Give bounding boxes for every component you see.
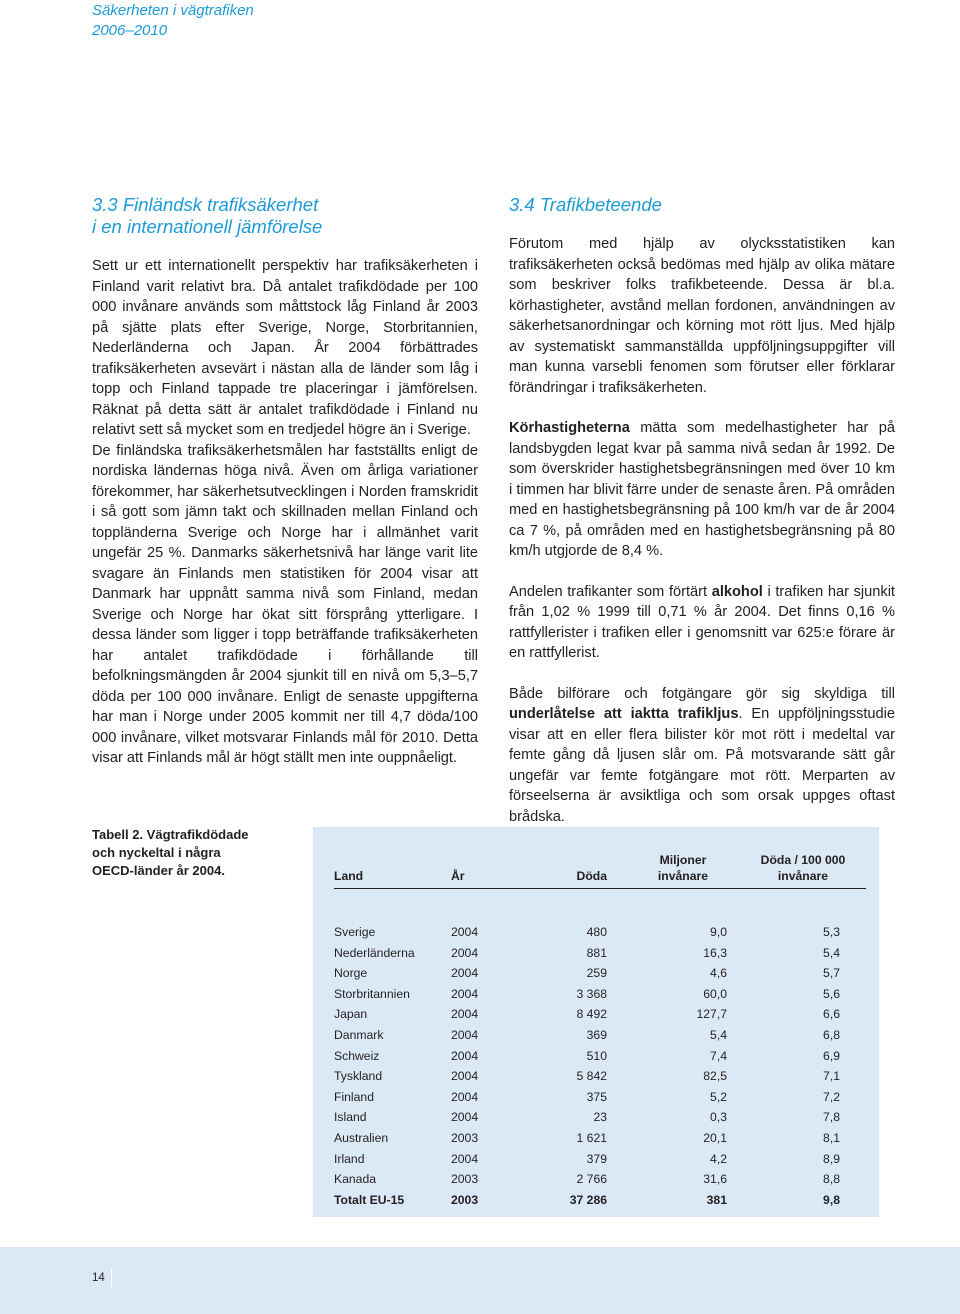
cell-year: 2003: [451, 1192, 479, 1207]
cell-year: 2003: [451, 1172, 479, 1187]
cell-year: 2004: [451, 1027, 479, 1042]
cell-dead: 1 621: [576, 1130, 607, 1145]
cell-millions: 4,2: [710, 1151, 727, 1166]
table-row: [334, 1128, 866, 1149]
cell-ratio: 7,1: [823, 1069, 840, 1084]
cell-ratio: 9,8: [823, 1192, 840, 1207]
cell-dead: 37 286: [569, 1192, 607, 1207]
cell-dead: 259: [586, 966, 607, 981]
data-table: [334, 855, 866, 1210]
header-millions-bottom: invånare: [657, 869, 709, 883]
cell-land: Japan: [334, 1007, 368, 1022]
table-row: [334, 943, 866, 964]
running-head-years: 2006–2010: [92, 22, 168, 39]
running-head: [92, 1, 254, 41]
section-title-3-4: 3.4 Trafikbeteende: [509, 194, 662, 215]
table-body: [334, 922, 866, 1210]
cell-ratio: 5,6: [823, 986, 840, 1001]
header-ratio-bottom: invånare: [777, 869, 829, 883]
left-paragraph-2: De finländska trafiksäkerhetsmålen har fastställts enligt de nordiska ländernas höga nivå. Även om årliga variationer förekommer, har säkerhetsutvecklingen i Norden framskridit i så gott som jämn takt och skillnaden mellan Finland och toppländerna Sverige och Norge har i allmänhet varit ungefär 25 %. Danmarks säkerhetsnivå har länge varit lite svagare än Finlands men statistiken för 2004 visar att Danmark har uppnått samma nivå som Finland, medan Sverige och Norge har ökat sitt försprång ytterligare. I dessa länder som ligger i topp beträffande trafiksäkerheten har antalet trafikdödade i förhållande till befolkningsmängden år 2004 sjunkit till en nivå om 5,3–5,7 döda per 100 000 invånare. Enligt de senaste uppgifterna har man i Norge under 2005 kommit ner till 4,7 döda/100 000 invånare, vilket motsvarar Finlands mål för 2010. Detta visar att Finlands mål är högt ställt men inte ouppnåeligt.: [92, 442, 478, 766]
right-paragraph-3-text: i trafiken har sjunkit från 1,02 % 1999 till 0,71 % år 2004. Det finns 0,16 % rattfyllerister i trafiken eller i genomsnitt var 625:e förare är en rattfyllerist.: [509, 583, 895, 661]
cell-year: 2004: [451, 925, 479, 939]
term-underlatelse: underlåtelse att iakttа trafikljus: [509, 706, 739, 722]
cell-land: Schweiz: [334, 1048, 380, 1063]
header-ratio-top: Döda / 100 000: [760, 853, 846, 867]
cell-land: Australien: [334, 1130, 389, 1145]
cell-year: 2004: [451, 1151, 479, 1166]
cell-land: Danmark: [334, 1027, 384, 1042]
cell-ratio: 8,9: [823, 1151, 840, 1166]
page-number: 14: [92, 1269, 112, 1287]
cell-ratio: 5,4: [823, 945, 840, 960]
section-title-line1: 3.3 Finländsk trafiksäkerhet: [92, 194, 319, 215]
table-row: [334, 984, 866, 1005]
cell-year: 2003: [451, 1130, 479, 1145]
table-caption: Tabell 2. Vägtrafikdödade och nyckeltal i några OECD-länder år 2004.: [92, 827, 249, 878]
cell-ratio: 5,3: [823, 925, 840, 939]
cell-ratio: 8,1: [823, 1130, 840, 1145]
table-row: [334, 1066, 866, 1087]
cell-millions: 7,4: [710, 1048, 727, 1063]
cell-year: 2004: [451, 966, 479, 981]
cell-land: Storbritannien: [334, 986, 410, 1001]
cell-dead: 375: [586, 1089, 607, 1104]
term-korhastigheterna: Körhastigheterna: [509, 420, 630, 436]
cell-ratio: 5,7: [823, 966, 840, 981]
cell-millions: 381: [706, 1192, 727, 1207]
table-row: [334, 1025, 866, 1046]
cell-year: 2004: [451, 1069, 479, 1084]
cell-dead: 881: [586, 945, 607, 960]
cell-land: Norge: [334, 966, 368, 981]
page-footer: [0, 1247, 960, 1314]
table-row: [334, 922, 866, 943]
cell-millions: 5,4: [710, 1027, 727, 1042]
table-row: [334, 1107, 866, 1128]
header-ratio: [743, 852, 863, 884]
table-row: [334, 1169, 866, 1190]
cell-year: 2004: [451, 1089, 479, 1104]
term-alkohol: alkohol: [711, 583, 763, 600]
cell-dead: 379: [586, 1151, 607, 1166]
cell-dead: 3 368: [576, 986, 607, 1001]
cell-year: 2004: [451, 1007, 479, 1022]
right-paragraph-4-pre: Både bilförare och fotgängare gör sig skyldiga till: [509, 685, 895, 702]
table-total-row: [334, 1190, 866, 1211]
cell-dead: 2 766: [576, 1172, 607, 1187]
cell-dead: 5 842: [576, 1069, 607, 1084]
right-paragraph-2: [509, 418, 895, 562]
cell-land: Nederländerna: [334, 945, 415, 960]
table-row: [334, 1149, 866, 1170]
cell-land: Sverige: [334, 925, 376, 939]
cell-year: 2004: [451, 945, 479, 960]
cell-millions: 9,0: [710, 925, 727, 939]
section-title-3-3: [92, 194, 478, 238]
cell-land: Totalt EU-15: [334, 1192, 405, 1207]
cell-dead: 369: [586, 1027, 607, 1042]
cell-millions: 16,3: [703, 945, 727, 960]
cell-land: Tyskland: [334, 1069, 383, 1084]
right-column: [509, 194, 895, 847]
cell-dead: 8 492: [576, 1007, 607, 1022]
cell-dead: 23: [593, 1110, 607, 1125]
cell-land: Finland: [334, 1089, 374, 1104]
cell-millions: 82,5: [703, 1069, 727, 1084]
cell-ratio: 8,8: [823, 1172, 840, 1187]
table-header-row: [334, 855, 866, 889]
cell-millions: 4,6: [710, 966, 727, 981]
left-paragraph-1: Sett ur ett internationellt perspektiv har trafiksäkerheten i Finland varit relativt bra. Då antalet trafikdödade per 100 000 invånare används som måttstock låg Finland år 2003 på sjätte plats efter Sverige, Norge, Storbritannien, Nederländerna och Japan. År 2004 förbättrades trafiksäkerheten avsevärt i nästan alla de länder som låg i topp och Finland tappade tre placeringar i jämförelsen. Räknat på detta sätt är antalet trafikdödade i Finland nu relativt sett så mycket som en tredjedel högre än i Sverige.: [92, 258, 478, 438]
table-row: [334, 963, 866, 984]
right-paragraph-2-text: mätta som medelhastigheter har på landsbygden legat kvar på samma nivå sedan år 1992. De som överskrider hastighetsbegränsningen med över 10 km i timmen har blivit färre under de senaste åren. På områden med en hastighetsbegränsning på 100 km/h var de år 2004 ca 7 %, på områden med en hastighetsbegränsning på 80 km/h utgjorde de 8,4 %.: [509, 420, 895, 559]
table-row: [334, 1004, 866, 1025]
header-land: Land: [334, 869, 364, 883]
cell-year: 2004: [451, 986, 479, 1001]
header-year: År: [451, 869, 465, 883]
right-paragraph-1: Förutom med hjälp av olycksstatistiken kan trafiksäkerheten också bedömas med hjälp av olika mätare som beskriver folks trafikbeteende. Dessa är bl.a. körhastigheter, avstånd mellan fordonen, användningen av säkerhetsanordningar och körning mot rött ljus. Med hjälp av systematiskt sammanställda uppföljningsuppgifter vill man kunna varsebli fenomen som förutser eller förklarar förändringar i trafiksäkerheten.: [509, 236, 895, 396]
header-millions-top: Miljoner: [659, 853, 707, 867]
cell-millions: 0,3: [710, 1110, 727, 1125]
header-millions: [607, 852, 743, 884]
left-column: [92, 194, 478, 769]
cell-ratio: 7,8: [823, 1110, 840, 1125]
cell-land: Irland: [334, 1151, 365, 1166]
right-paragraph-3: [509, 582, 895, 664]
header-dead: Döda: [576, 869, 607, 883]
cell-year: 2004: [451, 1048, 479, 1063]
table-row: [334, 1087, 866, 1108]
cell-millions: 20,1: [703, 1130, 727, 1145]
cell-land: Kanada: [334, 1172, 377, 1187]
cell-land: Island: [334, 1110, 367, 1125]
cell-ratio: 7,2: [823, 1089, 840, 1104]
running-head-title: Säkerheten i vägtrafiken: [92, 2, 254, 19]
cell-dead: 510: [586, 1048, 607, 1063]
table-panel: [313, 827, 879, 1217]
cell-ratio: 6,6: [823, 1007, 840, 1022]
right-paragraph-4: [509, 684, 895, 828]
cell-year: 2004: [451, 1110, 479, 1125]
cell-ratio: 6,9: [823, 1048, 840, 1063]
cell-millions: 60,0: [703, 986, 727, 1001]
section-title-line2: i en internationell jämförelse: [92, 216, 323, 237]
cell-millions: 31,6: [703, 1172, 727, 1187]
cell-ratio: 6,8: [823, 1027, 840, 1042]
cell-dead: 480: [586, 925, 607, 939]
cell-millions: 5,2: [710, 1089, 727, 1104]
cell-millions: 127,7: [696, 1007, 727, 1022]
right-paragraph-4-text: . En uppföljningsstudie visar att en eller flera bilister kör mot rött i medeltal var femte gång då ljusen slår om. På motsvarande sätt går ungefär var femte fotgängare mot rött. Merparten av förseelserna är avsiktliga och som orsak uppges oftast brådska.: [509, 706, 895, 825]
right-paragraph-3-pre: Andelen trafikanter som förtärt: [509, 583, 712, 600]
table-row: [334, 1046, 866, 1067]
